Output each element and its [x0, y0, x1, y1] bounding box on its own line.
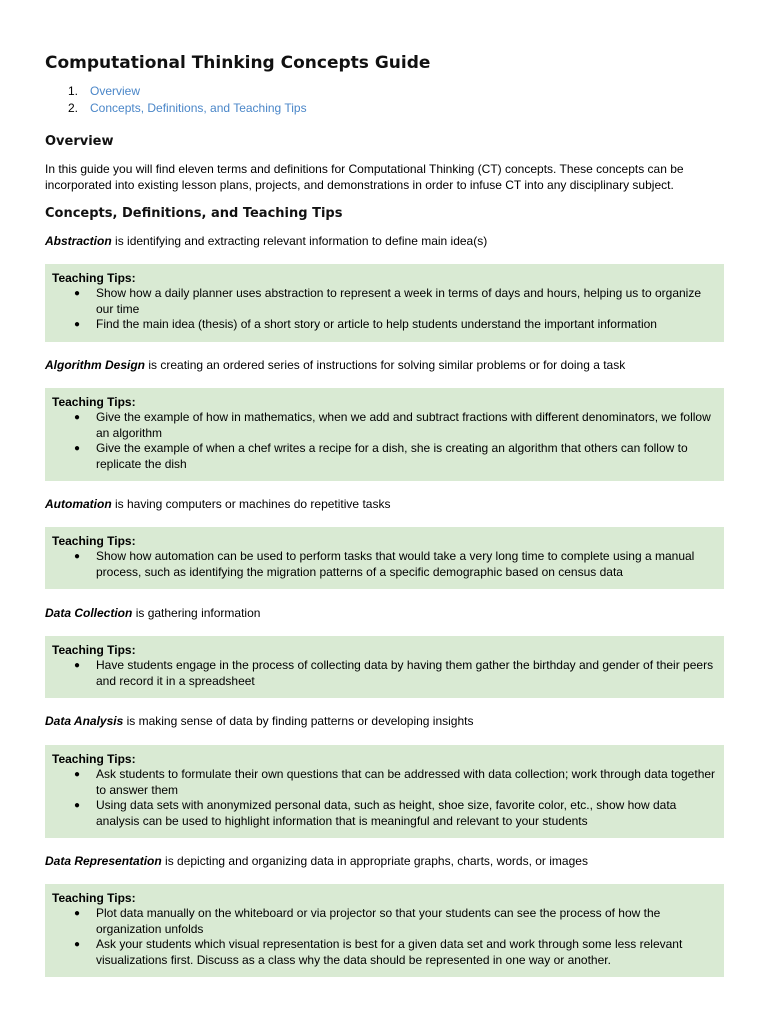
bullet-icon: ●: [74, 443, 81, 454]
concept-definition-data-collection: [45, 605, 725, 621]
teaching-tips-list: [52, 658, 716, 689]
list-item: [74, 286, 716, 317]
bullet-icon: ●: [74, 551, 81, 562]
tip-text: Plot data manually on the whiteboard or via projector so that your students can see the process of how the organization unfolds: [96, 906, 661, 936]
overview-heading: Overview: [45, 134, 114, 149]
toc-number: 2.: [68, 101, 79, 115]
tip-text: Ask your students which visual representation is best for a given data set and work through some less relevant visualizations first. Discuss as a class why the data should be represented in one way or another.: [96, 937, 683, 967]
concept-definition-automation: [45, 496, 725, 512]
toc-link-overview[interactable]: Overview: [90, 84, 141, 98]
list-item: [74, 937, 716, 968]
bullet-icon: ●: [74, 908, 81, 919]
concept-definition-text: is identifying and extracting relevant information to define main idea(s): [111, 234, 488, 248]
teaching-tips-list: [52, 549, 716, 580]
tip-text: Ask students to formulate their own questions that can be addressed with data collection; work through data together to answer them: [96, 767, 716, 797]
concept-term: Data Analysis: [45, 714, 124, 728]
teaching-tips-list: [52, 286, 716, 333]
teaching-tips-label: Teaching Tips:: [52, 395, 136, 409]
concept-definition-text: is gathering information: [132, 606, 261, 620]
concept-definition-text: is depicting and organizing data in appropriate graphs, charts, words, or images: [161, 854, 588, 868]
bullet-icon: ●: [74, 939, 81, 950]
teaching-tips-box: [45, 388, 724, 481]
toc-item-concepts: [68, 100, 307, 117]
teaching-tips-box: [45, 527, 724, 589]
bullet-icon: ●: [74, 412, 81, 423]
bullet-icon: ●: [74, 800, 81, 811]
teaching-tips-box: [45, 745, 724, 838]
table-of-contents: [68, 83, 307, 117]
concept-definition-text: is making sense of data by finding patterns or developing insights: [123, 714, 474, 728]
tip-text: Have students engage in the process of collecting data by having them gather the birthday and gender of their peers and record it in a spreadsheet: [96, 658, 714, 688]
toc-item-overview: [68, 83, 307, 100]
tip-text: Give the example of how in mathematics, when we add and subtract fractions with different denominators, we follow an algorithm: [96, 410, 711, 440]
list-item: [74, 906, 716, 937]
concept-definition-text: is creating an ordered series of instructions for solving similar problems or for doing a task: [145, 358, 626, 372]
list-item: [74, 658, 716, 689]
concept-definition-data-analysis: [45, 713, 725, 729]
bullet-icon: ●: [74, 319, 81, 330]
list-item: [74, 410, 716, 441]
concept-definition-algorithm-design: [45, 357, 725, 373]
overview-text: In this guide you will find eleven terms and definitions for Computational Thinking (CT) concepts. These concepts can be incorporated into existing lesson plans, projects, and demonstrations in order to infuse CT into any disciplinary subject.: [45, 162, 684, 192]
teaching-tips-box: [45, 884, 724, 977]
teaching-tips-box: [45, 636, 724, 698]
tip-text: Find the main idea (thesis) of a short story or article to help students understand the important information: [96, 317, 657, 331]
bullet-icon: ●: [74, 660, 81, 671]
bullet-icon: ●: [74, 769, 81, 780]
concept-term: Abstraction: [45, 234, 112, 248]
toc-link-concepts[interactable]: Concepts, Definitions, and Teaching Tips: [90, 101, 307, 115]
toc-number: 1.: [68, 84, 79, 98]
list-item: [74, 767, 716, 798]
teaching-tips-label: Teaching Tips:: [52, 891, 136, 905]
teaching-tips-label: Teaching Tips:: [52, 271, 136, 285]
tip-text: Give the example of when a chef writes a recipe for a dish, she is creating an algorithm that others can follow to replicate the dish: [96, 441, 688, 471]
teaching-tips-list: [52, 767, 716, 829]
concepts-heading: Concepts, Definitions, and Teaching Tips: [45, 206, 343, 221]
concept-definition-data-representation: [45, 853, 725, 869]
concept-term: Data Representation: [45, 854, 162, 868]
tip-text: Show how a daily planner uses abstraction to represent a week in terms of days and hours, helping us to organize our time: [96, 286, 702, 316]
teaching-tips-label: Teaching Tips:: [52, 534, 136, 548]
concept-term: Algorithm Design: [45, 358, 146, 372]
concept-term: Data Collection: [45, 606, 133, 620]
tip-text: Using data sets with anonymized personal data, such as height, shoe size, favorite color, etc., show how data analysis can be used to highlight information that is meaningful and relevant to your students: [96, 798, 677, 828]
list-item: [74, 441, 716, 472]
document-title: Computational Thinking Concepts Guide: [45, 53, 431, 73]
teaching-tips-label: Teaching Tips:: [52, 752, 136, 766]
teaching-tips-label: Teaching Tips:: [52, 643, 136, 657]
bullet-icon: ●: [74, 288, 81, 299]
teaching-tips-box: [45, 264, 724, 342]
teaching-tips-list: [52, 906, 716, 968]
concept-definition-abstraction: [45, 233, 725, 249]
list-item: [74, 317, 716, 333]
list-item: [74, 549, 716, 580]
tip-text: Show how automation can be used to perform tasks that would take a very long time to complete using a manual process, such as identifying the migration patterns of a specific demographic based on census data: [96, 549, 695, 579]
list-item: [74, 798, 716, 829]
teaching-tips-list: [52, 410, 716, 472]
concept-term: Automation: [45, 497, 112, 511]
concept-definition-text: is having computers or machines do repetitive tasks: [111, 497, 391, 511]
